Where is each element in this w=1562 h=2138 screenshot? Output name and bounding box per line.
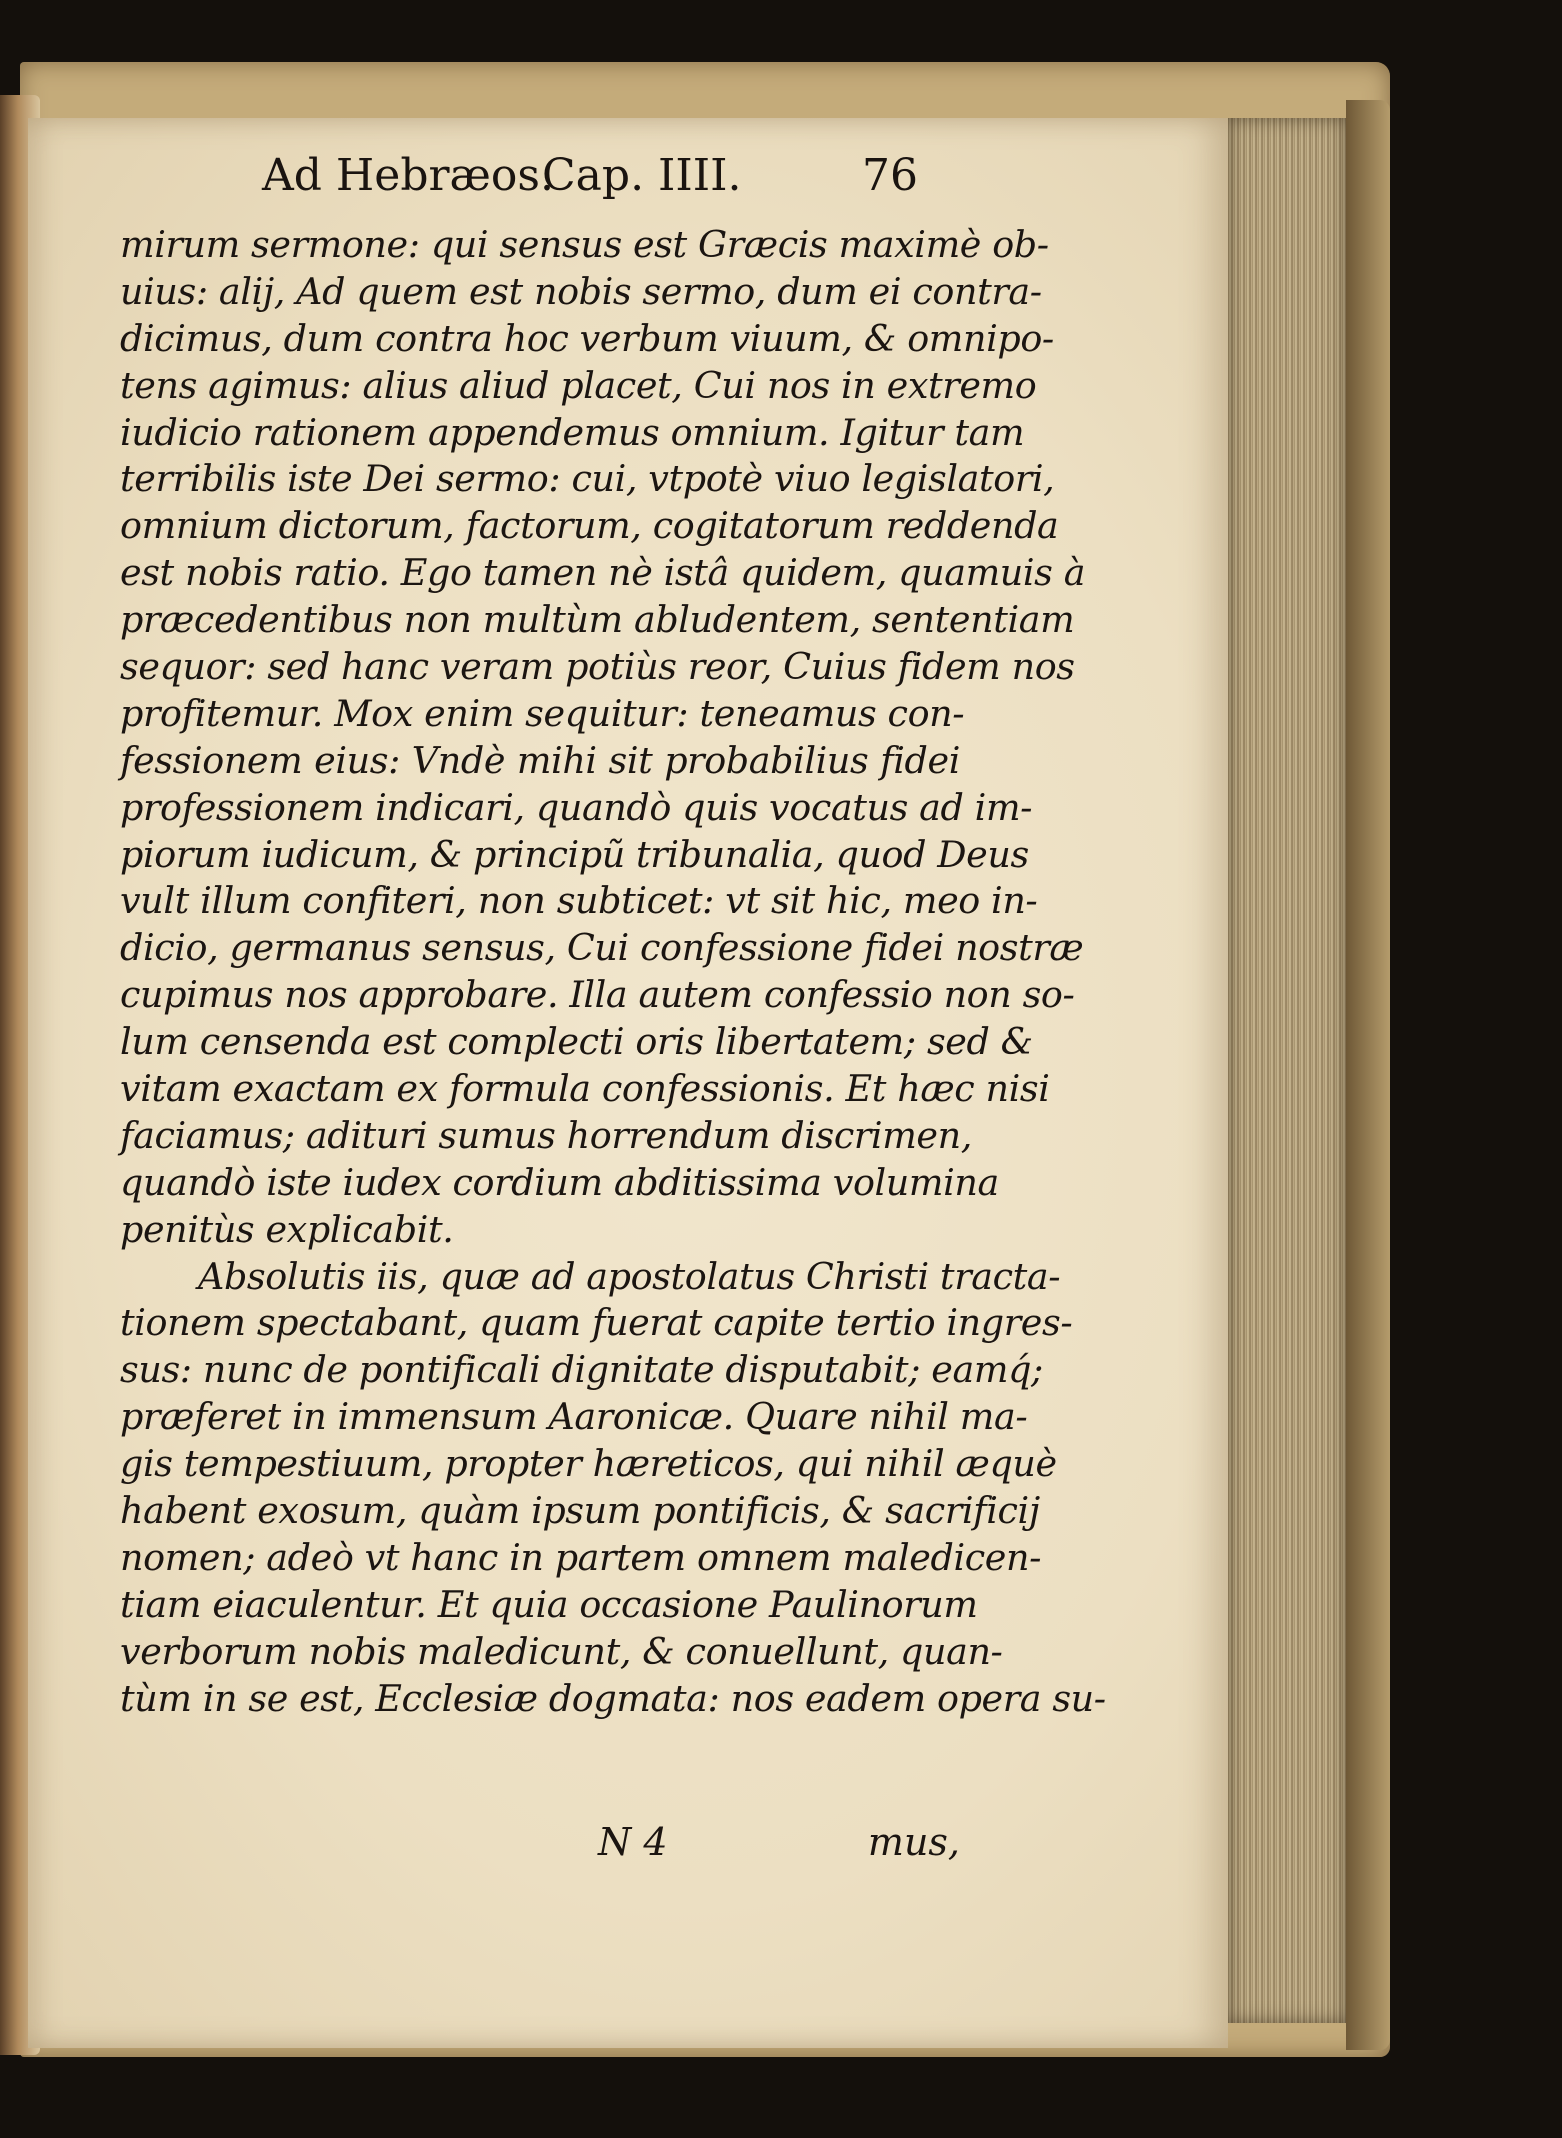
text-line: nomen; adeò vt hanc in partem omnem maledicen- [120, 1535, 1042, 1579]
folio-number: 76 [862, 150, 918, 201]
text-line: faciamus; adituri sumus horrendum discrimen, [120, 1113, 972, 1157]
page-fore-edge [1228, 118, 1346, 2023]
text-line: profitemur. Mox enim sequitur: teneamus con- [120, 691, 965, 735]
text-line: quandò iste iudex cordium abditissima volumina [120, 1160, 999, 1204]
cover-edge [1346, 100, 1390, 2050]
text-line: verborum nobis maledicunt, & conuellunt, quan- [120, 1629, 1003, 1673]
text-line: præferet in immensum Aaronicæ. Quare nihil ma- [120, 1395, 1028, 1439]
text-line: omnium dictorum, factorum, cogitatorum reddenda [120, 504, 1059, 548]
text-line: uius: alij, Ad quem est nobis sermo, dum ei contra- [120, 269, 1042, 313]
text-line: tens agimus: alius aliud placet, Cui nos in extremo [120, 363, 1037, 407]
text-line: habent exosum, quàm ipsum pontificis, & sacrificij [120, 1489, 1040, 1533]
text-line: penitùs explicabit. [120, 1207, 454, 1251]
text-line: professionem indicari, quandò quis vocatus ad im- [120, 785, 1033, 829]
text-line: Absolutis iis, quæ ad apostolatus Christi tracta- [198, 1254, 1061, 1298]
text-line: gis tempestiuum, propter hæreticos, qui nihil æquè [120, 1442, 1057, 1486]
running-title: Ad Hebræos. [262, 150, 554, 201]
text-line: dicio, germanus sensus, Cui confessione fidei nostræ [120, 926, 1084, 970]
text-line: tiam eiaculentur. Et quia occasione Paulinorum [120, 1582, 978, 1626]
text-line: terribilis iste Dei sermo: cui, vtpotè viuo legislatori, [120, 457, 1055, 501]
text-line: est nobis ratio. Ego tamen nè istâ quidem, quamuis à [120, 551, 1086, 595]
text-line: piorum iudicum, & principũ tribunalia, quod Deus [120, 832, 1029, 876]
text-block [120, 222, 1106, 1723]
text-line: fessionem eius: Vndè mihi sit probabilius fidei [120, 738, 960, 782]
text-line: sequor: sed hanc veram potiùs reor, Cuius fidem nos [120, 645, 1075, 689]
text-line: iudicio rationem appendemus omnium. Igitur tam [120, 410, 1025, 454]
text-line: sus: nunc de pontificali dignitate disputabit; eamq́; [120, 1348, 1043, 1392]
text-line: vitam exactam ex formula confessionis. Et hæc nisi [120, 1067, 1050, 1111]
text-line: præcedentibus non multùm abludentem, sententiam [120, 598, 1075, 642]
page-footer [120, 1820, 960, 1876]
text-line: dicimus, dum contra hoc verbum viuum, & omnipo- [120, 316, 1054, 360]
signature-mark: N 4 [598, 1820, 668, 1864]
text-line: cupimus nos approbare. Illa autem confessio non so- [120, 973, 1075, 1017]
text-line: lum censenda est complecti oris libertatem; sed & [120, 1020, 1033, 1064]
page-header [262, 150, 922, 220]
text-line: vult illum confiteri, non subticet: vt sit hic, meo in- [120, 879, 1038, 923]
text-line: tùm in se est, Ecclesiæ dogmata: nos eadem opera su- [120, 1676, 1106, 1720]
text-line: mirum sermone: qui sensus est Græcis maximè ob- [120, 223, 1049, 266]
catchword: mus, [867, 1820, 960, 1864]
text-line: tionem spectabant, quam fuerat capite tertio ingres- [120, 1301, 1073, 1345]
chapter-heading: Cap. IIII. [542, 150, 742, 201]
